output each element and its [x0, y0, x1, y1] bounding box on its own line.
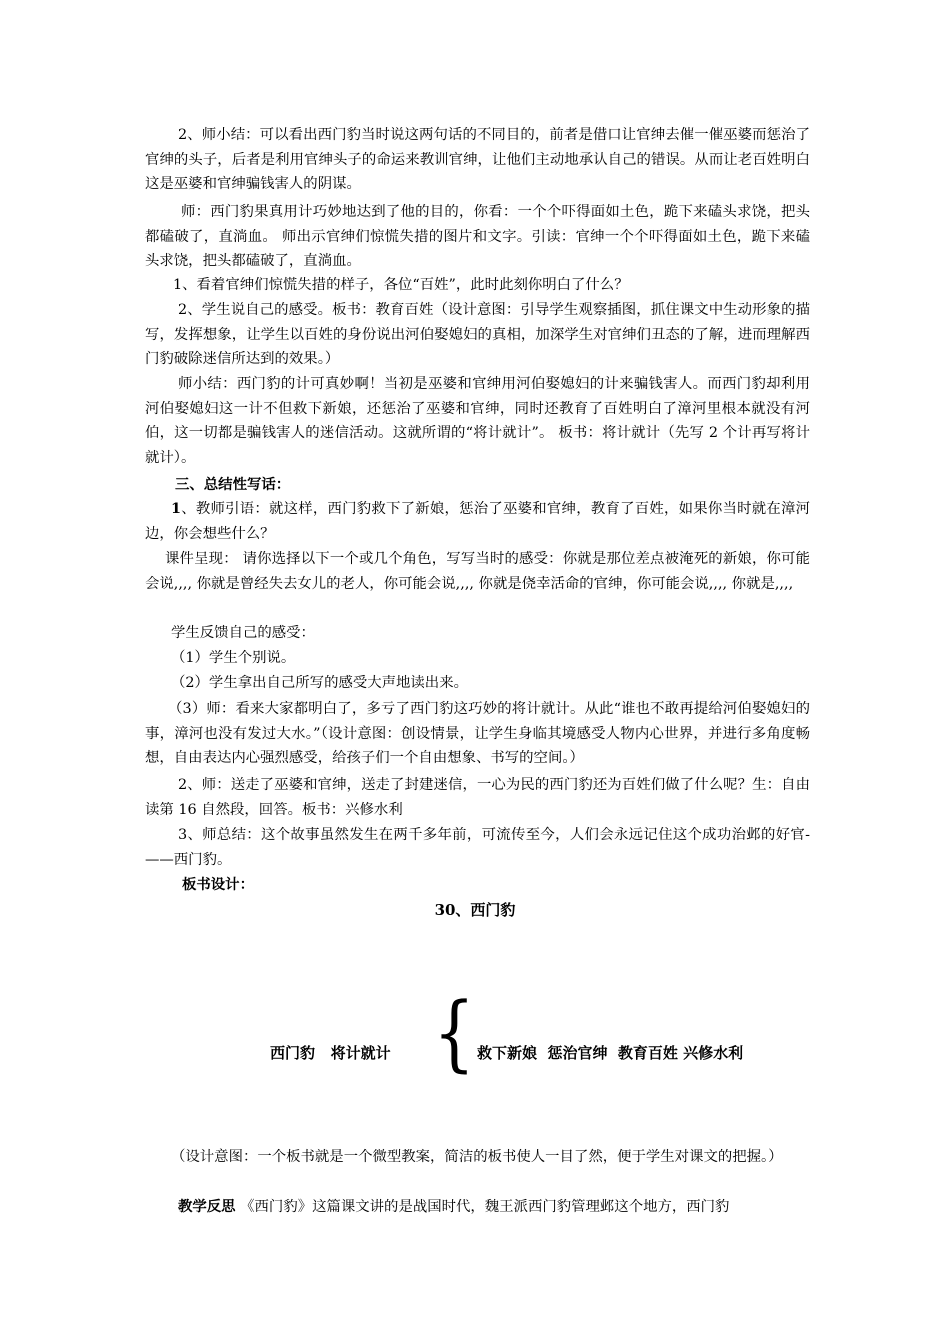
list-item-1: （1）学生个别说。: [171, 650, 296, 666]
list-item-2: （2）学生拿出自己所写的感受大声地读出来。: [171, 675, 468, 691]
board-left-text: 西门豹 将计就计: [270, 1044, 391, 1062]
brace-symbol: {: [433, 986, 475, 1081]
paragraph-summary-2: 2、师小结：可以看出西门豹当时说这两句话的不同目的，前者是借口让官绅去催一催巫婆而惩治了官绅的头子，后者是利用官绅头子的命运来教训官绅，让他们主动地承认自己的错误。从而让老百姓明白这是巫婆和官绅骗钱害人的阴谋。: [145, 127, 810, 193]
section-heading-board: 板书设计：: [182, 876, 254, 893]
paragraph-water-works: 2、师：送走了巫婆和官绅，送走了封建迷信，一心为民的西门豹还为百姓们做了什么呢？生：自由读第 16 自然段，回答。板书：兴修水利: [145, 777, 810, 818]
paragraph-text: 、教师引语：就这样，西门豹救下了新娘，惩治了巫婆和官绅，教育了百姓，如果你当时就在漳河边，你会想些什么？: [145, 501, 810, 542]
reflection-label: 教学反思: [178, 1198, 236, 1215]
paragraph-teacher-intro: [145, 497, 810, 546]
board-right-text: 救下新娘 惩治官绅 教育百姓 兴修水利: [477, 1044, 744, 1062]
section-heading-writing: 三、总结性写话：: [175, 476, 291, 493]
paragraph-student-feeling: 2、学生说自己的感受。板书：教育百姓（设计意图：引导学生观察插图，抓住课文中生动形象的描写，发挥想象，让学生以百姓的身份说出河伯娶媳妇的真相，加深学生对官绅们丑态的了解，进而理解西门豹破除迷信所达到的效果。）: [145, 302, 810, 368]
paragraph-teacher-remark: 师：西门豹果真用计巧妙地达到了他的目的，你看：一个个吓得面如土色，跪下来磕头求饶，把头都磕破了，直淌血。 师出示官绅们惊慌失措的图片和文字。引读：官绅一个个吓得面如土色，跪下来磕头求饶，把头都磕破了，直淌血。: [145, 204, 810, 270]
paragraph-question-1: 1、看着官绅们惊慌失措的样子，各位“百姓”，此时此刻你明白了什么？: [173, 277, 629, 293]
board-title: 30、西门豹: [434, 901, 516, 919]
paragraph-teacher-summary: 师小结：西门豹的计可真妙啊！当初是巫婆和官绅用河伯娶媳妇的计来骗钱害人。而西门豹却利用河伯娶媳妇这一计不但救下新娘，还惩治了巫婆和官绅，同时还教育了百姓明白了漳河里根本就没有河伯，这一切都是骗钱害人的迷信活动。这就所谓的“将计就计”。 板书：将计就计（先写 2 个计再写将计就计）。: [145, 376, 810, 466]
paragraph-board-design-intent: （设计意图：一个板书就是一个微型教案，简洁的板书使人一目了然，便于学生对课文的把握。）: [171, 1149, 783, 1165]
number-label: 1: [171, 500, 182, 517]
paragraph-feedback: 学生反馈自己的感受：: [171, 625, 315, 641]
reflection-text: 《西门豹》这篇课文讲的是战国时代，魏王派西门豹管理邺这个地方，西门豹: [235, 1199, 730, 1215]
list-item-3: （3）师：看来大家都明白了，多亏了西门豹这巧妙的将计就计。从此“谁也不敢再提给河伯娶媳妇的事，漳河也没有发过大水。”（设计意图：创设情景，让学生身临其境感受人物内心世界，并进行多角度畅想，自由表达内心强烈感受，给孩子们一个自由想象、书写的空间。）: [145, 701, 810, 767]
paragraph-courseware: 课件呈现： 请你选择以下一个或几个角色，写写当时的感受：你就是那位差点被淹死的新娘，你可能会说,,,, 你就是曾经失去女儿的老人，你可能会说,,,, 你就是侥幸活命的官绅，你可能会说,,,, 你就是,,,,: [145, 551, 810, 592]
paragraph-reflection: [145, 1195, 810, 1220]
paragraph-conclusion: 3、师总结：这个故事虽然发生在两千多年前，可流传至今，人们会永远记住这个成功治邺的好官-——西门豹。: [145, 827, 810, 868]
